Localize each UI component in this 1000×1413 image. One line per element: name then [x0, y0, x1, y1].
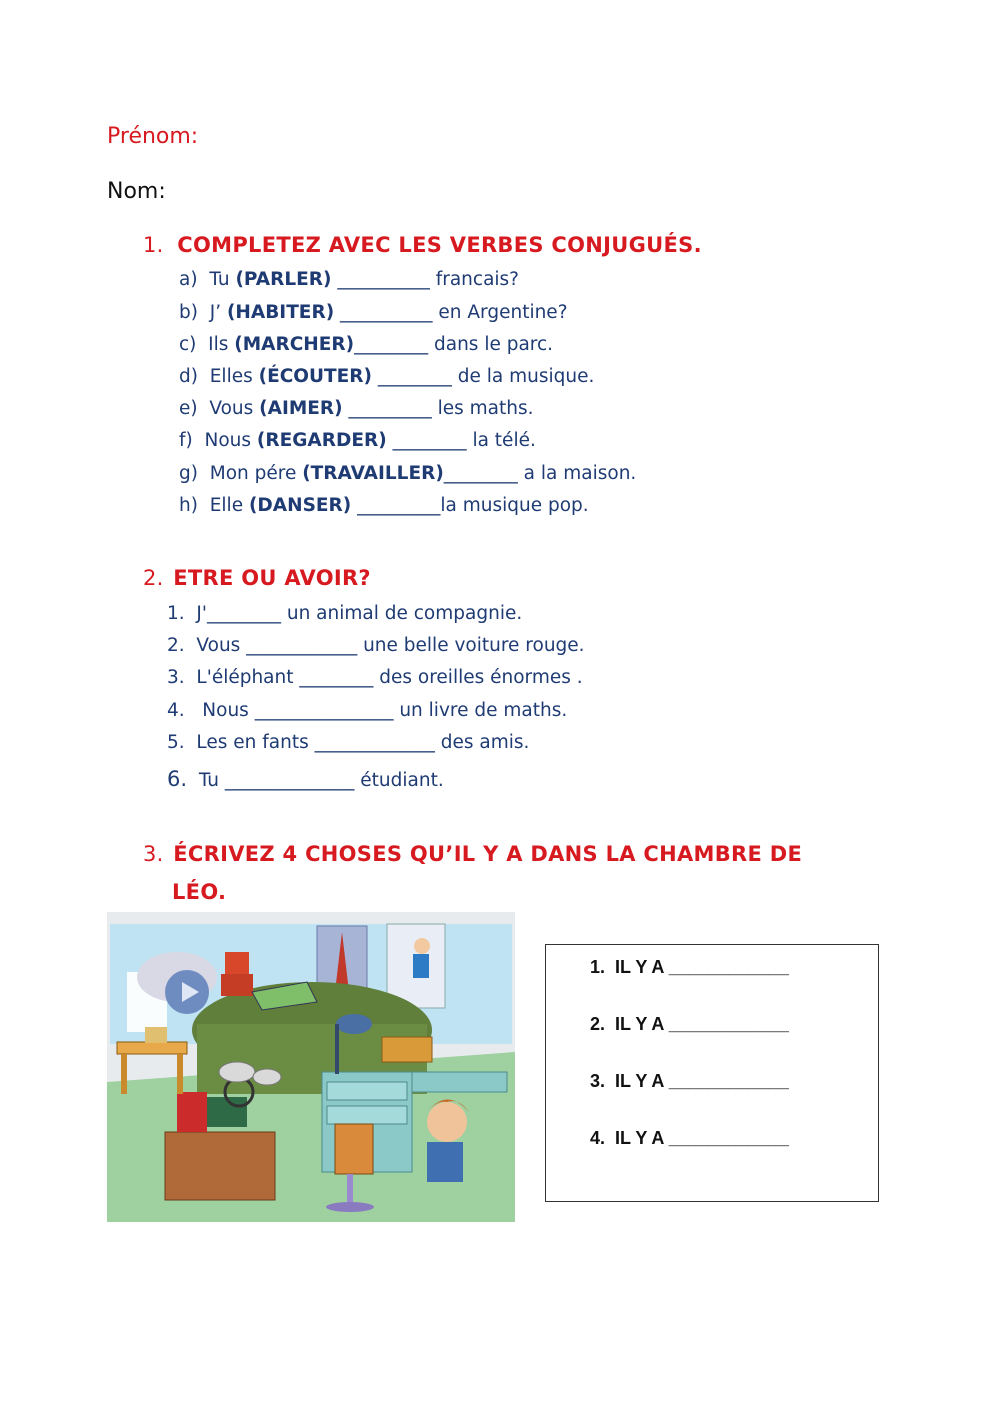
section3-title-line2: LÉO.: [172, 880, 227, 904]
section1-heading: [143, 233, 702, 257]
prenom-label: Prénom:: [107, 124, 199, 149]
section1-title: COMPLETEZ AVEC LES VERBES CONJUGUÉS.: [177, 233, 702, 257]
section2-item: 4. Nous _______________ un livre de maths.: [167, 700, 568, 721]
section1-item: g) Mon pére (TRAVAILLER)________ a la maison.: [179, 463, 637, 484]
answer-line[interactable]: 2. IL Y A ____________: [590, 1014, 789, 1034]
section1-item: e) Vous (AIMER) _________ les maths.: [179, 398, 534, 419]
section3-number: 3.: [143, 842, 164, 866]
nom-label: Nom:: [107, 179, 166, 204]
section1-item: d) Elles (ÉCOUTER) ________ de la musique.: [179, 366, 595, 387]
section1-item: c) Ils (MARCHER)________ dans le parc.: [179, 334, 554, 355]
section1-number: 1.: [143, 233, 164, 257]
section1-item: h) Elle (DANSER) _________la musique pop.: [179, 495, 589, 516]
bedroom-illustration: [107, 912, 515, 1222]
section2-item: 1. J'________ un animal de compagnie.: [167, 603, 523, 624]
section2-item: 6. Tu ______________ étudiant.: [167, 767, 444, 791]
answer-line[interactable]: 1. IL Y A ____________: [590, 957, 789, 977]
section2-number: 2.: [143, 566, 164, 590]
answer-line[interactable]: 4. IL Y A ____________: [590, 1128, 789, 1148]
section3-heading: [143, 842, 802, 866]
section1-item: f) Nous (REGARDER) ________ la télé.: [179, 430, 536, 451]
section2-item: 2. Vous ____________ une belle voiture rouge.: [167, 635, 585, 656]
section2-heading: [143, 566, 371, 590]
section2-title: ETRE OU AVOIR?: [173, 566, 371, 590]
section3-title-line1: ÉCRIVEZ 4 CHOSES QU’IL Y A DANS LA CHAMBRE DE: [173, 842, 803, 866]
section2-item: 5. Les en fants _____________ des amis.: [167, 732, 530, 753]
answer-line[interactable]: 3. IL Y A ____________: [590, 1071, 789, 1091]
section1-item: b) J’ (HABITER) __________ en Argentine?: [179, 302, 568, 323]
section2-item: 3. L'éléphant ________ des oreilles énormes .: [167, 667, 583, 688]
section1-item: a) Tu (PARLER) __________ francais?: [179, 269, 520, 290]
